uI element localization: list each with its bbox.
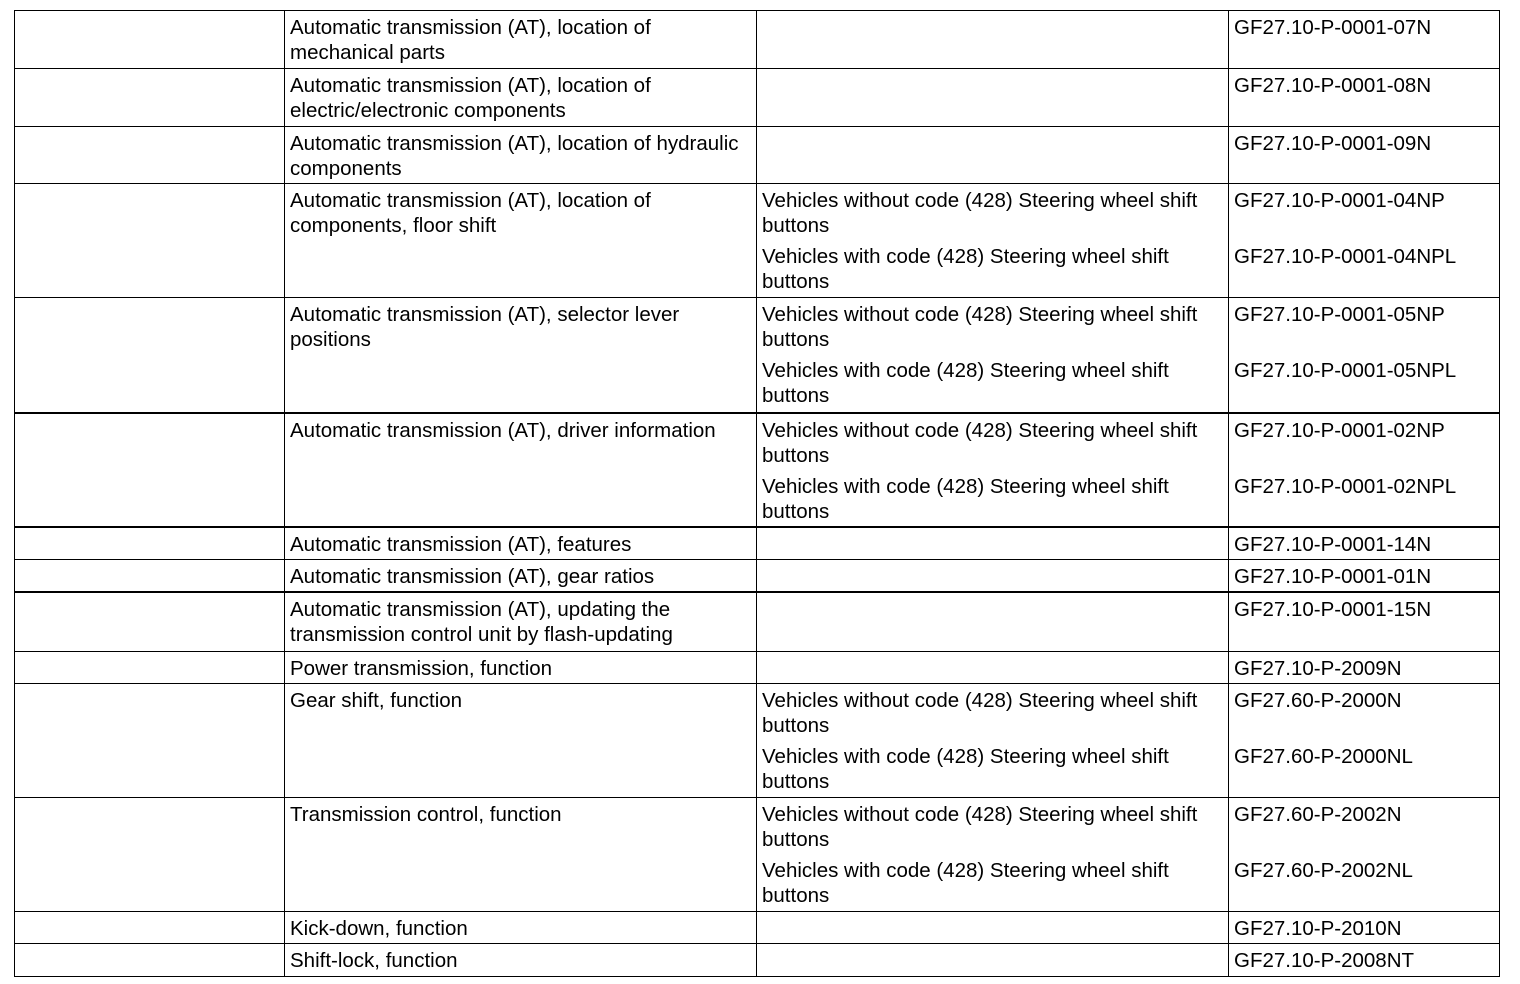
document-reference[interactable]: GF27.10-P-0001-02NPL (1234, 474, 1457, 498)
document-reference[interactable]: GF27.10-P-2010N (1229, 911, 1500, 943)
document-reference[interactable]: GF27.10-P-0001-04NP (1234, 189, 1445, 212)
condition-cell (757, 298, 1229, 413)
table-row (15, 527, 1500, 560)
condition-cell (757, 184, 1229, 298)
condition-with-code: Vehicles with code (428) Steering wheel shift buttons (762, 359, 1169, 407)
table-row (15, 911, 1500, 943)
table-row (15, 559, 1500, 592)
condition-cell (757, 592, 1229, 651)
condition-with-code: Vehicles with code (428) Steering wheel shift buttons (762, 474, 1169, 523)
table-row (15, 943, 1500, 976)
reference-cell (1229, 413, 1500, 527)
reference-cell (1229, 683, 1500, 797)
blank-cell (15, 683, 285, 797)
condition-cell (757, 943, 1229, 976)
reference-cell (1229, 298, 1500, 413)
condition-cell (757, 69, 1229, 127)
document-title: Transmission control, function (285, 797, 757, 911)
condition-cell (757, 11, 1229, 69)
table-row (15, 69, 1500, 127)
document-title: Gear shift, function (285, 683, 757, 797)
blank-cell (15, 184, 285, 298)
blank-cell (15, 797, 285, 911)
document-title: Automatic transmission (AT), location of mechanical parts (285, 11, 757, 69)
document-title: Automatic transmission (AT), gear ratios (285, 559, 757, 592)
table-row (15, 184, 1500, 298)
document-title: Automatic transmission (AT), location of hydraulic components (285, 127, 757, 184)
document-reference[interactable]: GF27.60-P-2002N (1234, 802, 1402, 826)
document-title: Automatic transmission (AT), location of components, floor shift (285, 184, 757, 298)
document-reference[interactable]: GF27.10-P-0001-09N (1229, 127, 1500, 184)
document-reference[interactable]: GF27.10-P-0001-05NP (1234, 303, 1445, 326)
document-reference[interactable]: GF27.10-P-2009N (1229, 651, 1500, 683)
document-reference[interactable]: GF27.60-P-2000NL (1234, 744, 1413, 768)
condition-cell (757, 683, 1229, 797)
document-reference[interactable]: GF27.10-P-0001-05NPL (1234, 359, 1457, 382)
blank-cell (15, 298, 285, 413)
blank-cell (15, 11, 285, 69)
table-row (15, 298, 1500, 413)
blank-cell (15, 651, 285, 683)
table-row (15, 127, 1500, 184)
document-reference[interactable]: GF27.10-P-0001-15N (1229, 592, 1500, 651)
condition-without-code: Vehicles without code (428) Steering wheel shift buttons (762, 189, 1198, 237)
condition-cell (757, 127, 1229, 184)
condition-cell (757, 527, 1229, 560)
document-title: Shift-lock, function (285, 943, 757, 976)
document-title: Automatic transmission (AT), updating the transmission control unit by flash-updating (285, 592, 757, 651)
blank-cell (15, 127, 285, 184)
blank-cell (15, 911, 285, 943)
condition-with-code: Vehicles with code (428) Steering wheel shift buttons (762, 858, 1169, 907)
condition-cell (757, 651, 1229, 683)
document-title: Automatic transmission (AT), driver information (285, 413, 757, 527)
document-reference[interactable]: GF27.10-P-0001-14N (1229, 527, 1500, 560)
table-row (15, 797, 1500, 911)
condition-cell (757, 911, 1229, 943)
document-reference-table (14, 10, 1500, 977)
table-row (15, 592, 1500, 651)
document-title: Automatic transmission (AT), selector lever positions (285, 298, 757, 413)
document-reference[interactable]: GF27.10-P-0001-02NP (1234, 418, 1445, 442)
condition-with-code: Vehicles with code (428) Steering wheel shift buttons (762, 744, 1169, 793)
document-title: Power transmission, function (285, 651, 757, 683)
table-row (15, 413, 1500, 527)
condition-cell (757, 797, 1229, 911)
blank-cell (15, 559, 285, 592)
document-title: Kick-down, function (285, 911, 757, 943)
reference-cell (1229, 797, 1500, 911)
condition-without-code: Vehicles without code (428) Steering wheel shift buttons (762, 802, 1198, 851)
document-reference[interactable]: GF27.60-P-2000N (1234, 688, 1402, 712)
document-title: Automatic transmission (AT), features (285, 527, 757, 560)
blank-cell (15, 527, 285, 560)
condition-without-code: Vehicles without code (428) Steering wheel shift buttons (762, 688, 1198, 737)
table-row (15, 683, 1500, 797)
document-reference[interactable]: GF27.10-P-0001-07N (1229, 11, 1500, 69)
document-reference[interactable]: GF27.10-P-0001-01N (1229, 559, 1500, 592)
blank-cell (15, 592, 285, 651)
table-row (15, 651, 1500, 683)
blank-cell (15, 943, 285, 976)
document-title: Automatic transmission (AT), location of electric/electronic components (285, 69, 757, 127)
condition-cell (757, 413, 1229, 527)
blank-cell (15, 69, 285, 127)
blank-cell (15, 413, 285, 527)
condition-with-code: Vehicles with code (428) Steering wheel shift buttons (762, 245, 1169, 293)
document-reference[interactable]: GF27.10-P-0001-04NPL (1234, 245, 1457, 268)
reference-cell (1229, 184, 1500, 298)
document-reference[interactable]: GF27.10-P-0001-08N (1229, 69, 1500, 127)
table-row (15, 11, 1500, 69)
condition-without-code: Vehicles without code (428) Steering wheel shift buttons (762, 418, 1198, 467)
condition-cell (757, 559, 1229, 592)
document-reference[interactable]: GF27.10-P-2008NT (1229, 943, 1500, 976)
document-reference[interactable]: GF27.60-P-2002NL (1234, 858, 1413, 882)
condition-without-code: Vehicles without code (428) Steering wheel shift buttons (762, 303, 1198, 351)
